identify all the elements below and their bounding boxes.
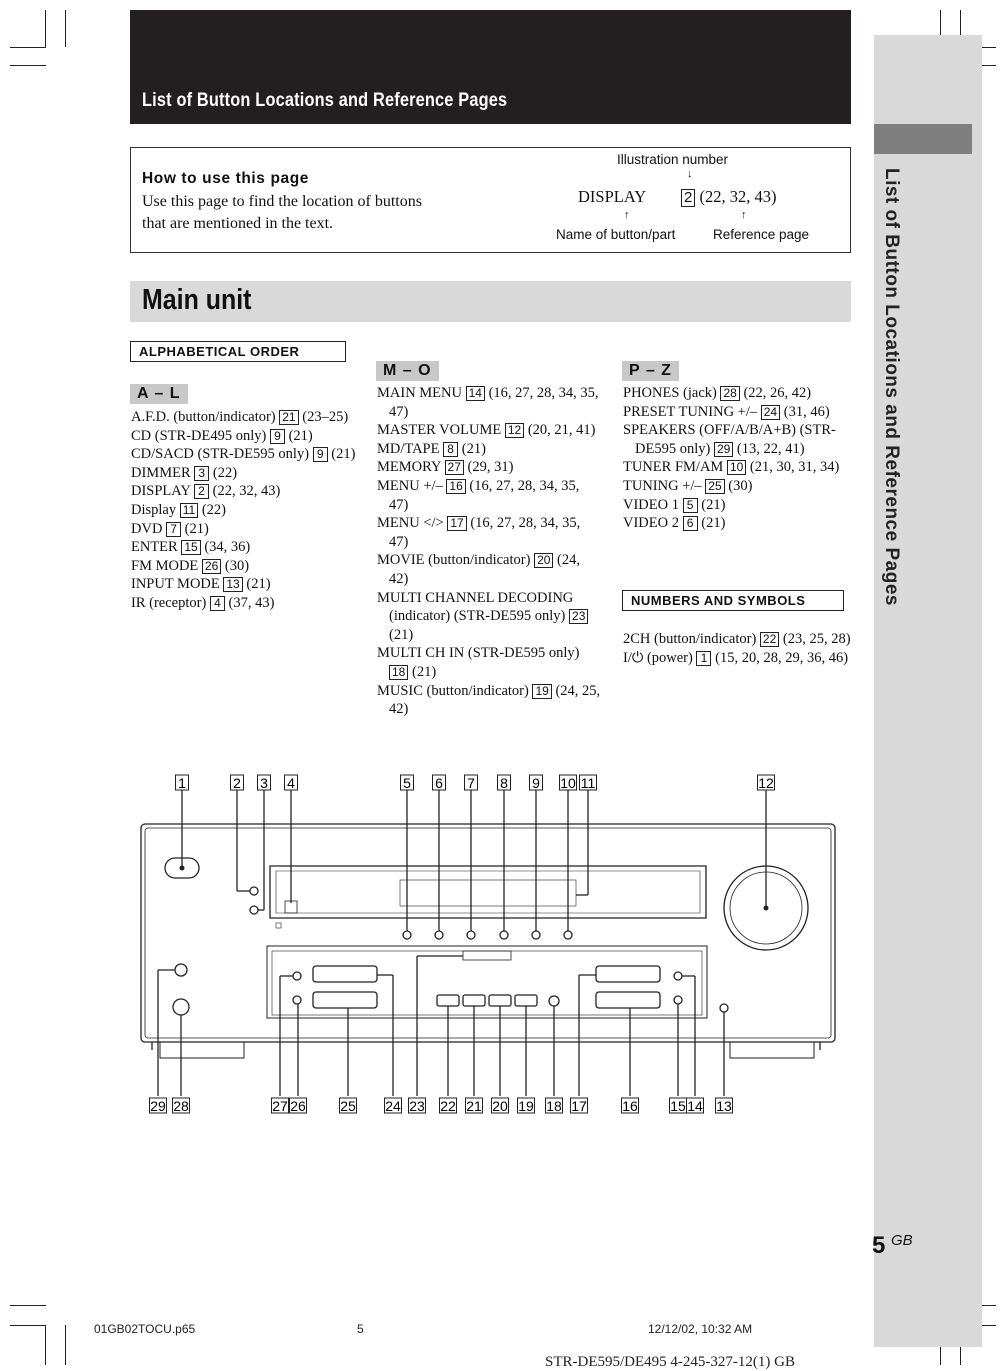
entry-illustration-number: 14: [466, 386, 485, 401]
numbers-symbols-label: NUMBERS AND SYMBOLS: [622, 590, 844, 611]
bottom-callout-16: [622, 1098, 639, 1114]
entry-name: IR (receptor): [131, 594, 207, 611]
index-entry: [131, 427, 356, 446]
index-entry: [377, 384, 602, 421]
alphabetical-order-label: ALPHABETICAL ORDER: [130, 341, 346, 362]
entry-pages: (21): [331, 446, 356, 463]
index-entry: [623, 458, 853, 477]
callout-number: 6: [435, 775, 443, 791]
footer-date: 12/12/02, 10:32 AM: [648, 1322, 753, 1336]
entry-pages: (31, 46): [783, 403, 830, 420]
entry-illustration-number: 28: [720, 386, 739, 401]
group-tag-a-l: A – L: [130, 384, 188, 404]
entry-illustration-number: 25: [705, 479, 724, 494]
entry-illustration-number: 9: [313, 447, 328, 462]
bottom-callout-23: [409, 1098, 426, 1114]
bottom-callout-14: [687, 1098, 704, 1114]
index-entry: [377, 644, 602, 681]
entry-name: FM MODE: [131, 557, 199, 574]
top-callout-6: [433, 775, 446, 791]
bottom-callout-15: [670, 1098, 687, 1114]
index-entry: [131, 557, 356, 576]
index-entry: [623, 477, 853, 496]
entry-name: ENTER: [131, 539, 178, 556]
entry-pages: (22, 26, 42): [743, 385, 812, 401]
bottom-callout-27: [272, 1098, 289, 1114]
entry-pages: (37, 43): [228, 594, 275, 611]
callout-number: 1: [178, 775, 186, 791]
top-callout-5: [401, 775, 414, 791]
callout-number: 22: [440, 1098, 456, 1114]
entry-pages: (21): [461, 440, 486, 457]
entry-illustration-number: 7: [166, 522, 181, 537]
entry-name: DVD: [131, 520, 163, 537]
entry-pages: (29, 31): [467, 459, 514, 476]
index-entry: [131, 482, 356, 501]
callout-number: 19: [518, 1098, 534, 1114]
crop-mark: [65, 10, 66, 47]
index-entry: [131, 464, 356, 483]
entry-pages: (21): [288, 427, 313, 444]
page-number: 5: [872, 1232, 886, 1259]
callout-number: 3: [260, 775, 268, 791]
entry-name: TUNER FM/AM: [623, 459, 724, 476]
crop-mark: [10, 1325, 46, 1326]
index-entry: [623, 384, 853, 403]
entry-illustration-number: 11: [180, 503, 198, 518]
name-of-button-label: Name of button/part: [556, 227, 676, 242]
index-entry: [623, 496, 853, 515]
callout-number: 15: [670, 1098, 686, 1114]
howto-box: [130, 147, 851, 253]
entry-illustration-number: 19: [532, 684, 551, 699]
entry-pages: (21): [411, 663, 437, 680]
howto-body-line2: that are mentioned in the text.: [142, 215, 334, 232]
entry-illustration-number: 21: [279, 410, 298, 425]
entry-illustration-number: 2: [194, 484, 209, 499]
group-tag-p-z: P – Z: [622, 361, 679, 381]
callout-number: 4: [287, 775, 295, 791]
index-entry: [131, 538, 356, 557]
entry-name: CD/SACD (STR-DE595 only): [131, 446, 310, 463]
callout-number: 18: [546, 1098, 562, 1114]
top-callout-11: [580, 775, 597, 791]
receiver-chassis: [141, 824, 835, 1042]
callout-number: 14: [687, 1098, 703, 1114]
entry-illustration-number: 6: [683, 516, 698, 531]
page-title: List of Button Locations and Reference Pages: [142, 90, 508, 111]
entry-illustration-number: 13: [223, 577, 242, 592]
index-entry: [377, 421, 602, 440]
entry-illustration-number: 4: [210, 596, 225, 611]
entry-pages: (22): [212, 464, 238, 481]
entry-illustration-number: 16: [446, 479, 465, 494]
entry-pages: (16, 27, 28, 34, 35, 47): [389, 385, 599, 420]
bottom-callout-29: [150, 1098, 167, 1114]
entry-pages: (22, 32, 43): [212, 483, 281, 500]
entry-pages: (34, 36): [204, 539, 251, 556]
index-column-a-l: [131, 408, 356, 613]
top-callout-3: [258, 775, 271, 791]
entry-illustration-number: 1: [696, 651, 711, 666]
callout-number: 9: [532, 775, 540, 791]
callout-number: 17: [571, 1098, 587, 1114]
callout-number: 7: [467, 775, 475, 791]
top-callout-1: [176, 775, 189, 791]
entry-illustration-number: 26: [202, 559, 221, 574]
index-entry: [623, 649, 853, 668]
bottom-callout-17: [571, 1098, 588, 1114]
entry-pages: (30): [224, 557, 250, 574]
entry-pages: (30): [728, 477, 753, 494]
top-callout-7: [465, 775, 478, 791]
entry-illustration-number: 17: [447, 516, 466, 531]
entry-illustration-number: 9: [270, 429, 285, 444]
bottom-callout-28: [173, 1098, 190, 1114]
illustration-number-label: Illustration number: [617, 152, 729, 167]
entry-name: VIDEO 2: [623, 515, 679, 532]
entry-illustration-number: 22: [760, 632, 779, 647]
callout-number: 11: [580, 775, 596, 791]
index-entry: [623, 403, 853, 422]
index-entry: [131, 575, 356, 594]
callout-number: 10: [560, 775, 576, 791]
callout-number: 20: [492, 1098, 508, 1114]
entry-name: DIMMER: [131, 464, 191, 481]
crop-mark: [10, 1305, 46, 1306]
callout-number: 29: [150, 1098, 166, 1114]
crop-mark: [45, 1325, 46, 1365]
index-entry: [131, 501, 356, 520]
top-callout-2: [231, 775, 244, 791]
index-column-m-o: [377, 384, 602, 719]
entry-pages: (21, 30, 31, 34): [749, 459, 840, 476]
entry-name: MULTI CH IN (STR-DE595 only): [377, 645, 580, 662]
callout-number: 21: [466, 1098, 482, 1114]
entry-pages: (21): [701, 515, 726, 532]
entry-name: MUSIC (button/indicator): [377, 682, 529, 699]
bottom-callout-22: [440, 1098, 457, 1114]
index-entry: [377, 589, 602, 645]
index-entry: [623, 630, 853, 649]
bottom-callout-18: [546, 1098, 563, 1114]
entry-pages: (16, 27, 28, 34, 35, 47): [389, 515, 581, 550]
callout-number: 26: [290, 1098, 306, 1114]
bottom-callout-21: [466, 1098, 483, 1114]
entry-name: PHONES (jack): [623, 385, 717, 401]
entry-illustration-number: 10: [727, 460, 746, 475]
entry-pages: (21): [184, 520, 209, 537]
entry-pages: (16, 27, 28, 34, 35, 47): [389, 477, 580, 513]
section-title: Main unit: [142, 284, 252, 316]
entry-name: A.F.D. (button/indicator): [131, 409, 276, 425]
entry-name: DISPLAY: [131, 483, 191, 500]
crop-mark: [10, 47, 46, 48]
top-callout-9: [530, 775, 543, 791]
callout-number: 13: [716, 1098, 732, 1114]
receiver-front-panel-diagram: [130, 768, 850, 1118]
entry-pages: (23–25): [302, 409, 349, 425]
callout-number: 8: [500, 775, 508, 791]
footer-model: STR-DE595/DE495 4-245-327-12(1) GB: [545, 1354, 795, 1370]
howto-title: How to use this page: [142, 170, 310, 187]
entry-illustration-number: 24: [761, 405, 780, 420]
entry-pages: (22): [201, 501, 226, 518]
index-column-p-z: [623, 384, 853, 533]
bottom-callout-24: [385, 1098, 402, 1114]
entry-pages: (13, 22, 41): [736, 440, 805, 457]
howto-body-line1: Use this page to find the location of buttons: [142, 193, 422, 210]
index-entry: [623, 514, 853, 533]
entry-name: MOVIE (button/indicator): [377, 552, 531, 569]
index-entry: [623, 421, 853, 458]
entry-pages: (24, 25, 42): [389, 682, 601, 718]
entry-illustration-number: 29: [714, 442, 733, 457]
entry-illustration-number: 18: [389, 665, 408, 680]
entry-illustration-number: 15: [181, 540, 200, 555]
entry-name: MENU +/–: [377, 477, 443, 494]
example-number: 2: [681, 189, 695, 207]
entry-name: MASTER VOLUME: [377, 422, 502, 439]
crop-mark: [10, 65, 46, 66]
entry-pages: (24, 42): [389, 552, 581, 587]
footer-page: 5: [357, 1322, 364, 1336]
entry-illustration-number: 23: [569, 609, 588, 624]
entry-name: INPUT MODE: [131, 576, 220, 593]
index-column-numbers: [623, 630, 853, 667]
entry-pages: (21): [389, 626, 414, 643]
callout-number: 23: [409, 1098, 425, 1114]
bottom-callout-26: [290, 1098, 307, 1114]
group-tag-m-o: M – O: [376, 361, 439, 381]
entry-pages: (23, 25, 28): [782, 631, 851, 647]
entry-name: CD (STR-DE495 only): [131, 427, 267, 444]
entry-name: MENU </>: [377, 515, 444, 532]
section-band: [130, 281, 851, 322]
side-tab-marker: [874, 124, 972, 154]
index-entry: [377, 682, 602, 719]
entry-name: SPEAKERS (OFF/A/B/A+B) (STR-DE595 only): [623, 422, 836, 457]
entry-illustration-number: 27: [445, 460, 464, 475]
arrow-up-icon: ↑: [624, 209, 630, 221]
example-entry: [681, 187, 776, 207]
entry-name: TUNING +/–: [623, 477, 702, 494]
entry-name: VIDEO 1: [623, 496, 679, 513]
entry-illustration-number: 12: [505, 423, 524, 438]
reference-page-label: Reference page: [713, 227, 810, 242]
callout-number: 16: [622, 1098, 638, 1114]
index-entry: [377, 551, 602, 588]
entry-pages: (20, 21, 41): [527, 422, 596, 439]
entry-name: PRESET TUNING +/–: [623, 403, 758, 420]
entry-illustration-number: 20: [534, 553, 553, 568]
entry-illustration-number: 3: [194, 466, 209, 481]
index-entry: [377, 477, 602, 514]
index-entry: [131, 408, 356, 427]
entry-pages: (21): [246, 576, 271, 593]
callout-number: 25: [340, 1098, 356, 1114]
crop-mark: [65, 1325, 66, 1365]
entry-name: MULTI CHANNEL DECODING (indicator) (STR-DE595 only): [377, 589, 574, 625]
entry-name: I/⏻ (power): [623, 649, 693, 666]
callout-number: 28: [173, 1098, 189, 1114]
entry-pages: (15, 20, 28, 29, 36, 46): [715, 649, 849, 666]
callout-number: 5: [403, 775, 411, 791]
index-entry: [377, 458, 602, 477]
index-entry: [131, 445, 356, 464]
arrow-down-icon: ↓: [687, 168, 693, 180]
entry-pages: (21): [701, 496, 726, 513]
entry-name: MEMORY: [377, 459, 441, 476]
footer-file: 01GB02TOCU.p65: [94, 1322, 196, 1336]
callout-number: 12: [758, 775, 774, 791]
index-entry: [377, 514, 602, 551]
callout-number: 24: [385, 1098, 401, 1114]
side-tab-text: List of Button Locations and Reference Pages: [881, 168, 902, 606]
entry-name: MAIN MENU: [377, 385, 462, 401]
bottom-callout-25: [340, 1098, 357, 1114]
entry-illustration-number: 8: [443, 442, 458, 457]
callout-number: 2: [233, 775, 241, 791]
top-callout-12: [758, 775, 775, 791]
display-window: [270, 866, 706, 918]
bottom-callout-13: [716, 1098, 733, 1114]
index-entry: [377, 440, 602, 459]
crop-mark: [45, 10, 46, 47]
callout-number: 27: [272, 1098, 288, 1114]
bottom-callout-20: [492, 1098, 509, 1114]
page-number-suffix: GB: [891, 1232, 913, 1249]
entry-name: Display: [131, 501, 177, 518]
entry-name: 2CH (button/indicator): [623, 631, 757, 647]
arrow-up-icon: ↑: [741, 209, 747, 221]
example-name: DISPLAY: [578, 187, 647, 206]
index-entry: [131, 594, 356, 613]
index-entry: [131, 520, 356, 539]
entry-illustration-number: 5: [683, 498, 698, 513]
bottom-callout-19: [518, 1098, 535, 1114]
top-callout-8: [498, 775, 511, 791]
top-callout-10: [560, 775, 577, 791]
entry-name: MD/TAPE: [377, 440, 440, 457]
example-pages: (22, 32, 43): [699, 187, 777, 206]
top-callout-4: [285, 775, 298, 791]
